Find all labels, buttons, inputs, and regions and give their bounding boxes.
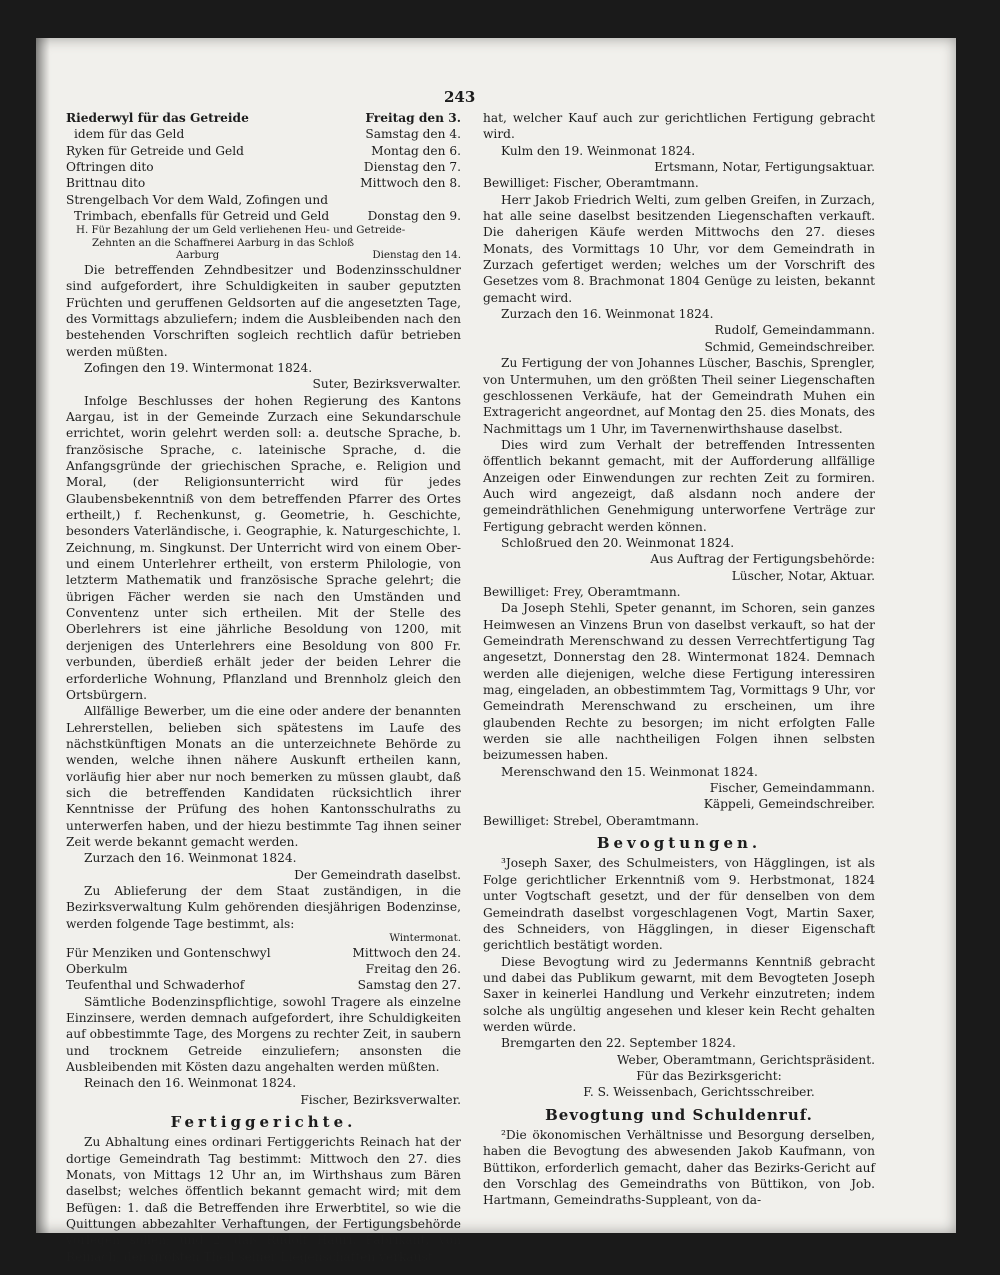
schedule-row xyxy=(66,977,461,993)
notice-signature: F. S. Weissenbach, Gerichtsschreiber. xyxy=(583,1085,815,1100)
schedule-date: Dienstag den 7. xyxy=(363,160,461,175)
schedule-place: Oftringen dito xyxy=(66,160,154,175)
notice-paragraph: Infolge Beschlusses der hohen Regierung des Kantons Aargau, ist in der Gemeinde Zurzach eine Sekundarschule errichtet, worin gelehrt werden soll: a. deutsche Sprache, b. französische Sprache, c. lateinische Sprache, d. die Anfangsgründe der griechischen Sprache, e. Religion und Moral, (der Religionsunterricht wird für jedes Glaubensbekenntniß von dem betreffenden Pfarrer des Ortes ertheilt,) f. Rechenkunst, g. Geometrie, h. Geschichte, besonders Vaterländische, i. Geographie, k. Naturgeschichte, l. Zeichnung, m. Singkunst. Der Unterricht wird von einem Ober- und einem Unterlehrer ertheilt, von ersterm Philologie, von letzterm Mathematik und französische Sprache gelehrt; die übrigen Fächer werden sie nach den Umständen und Conventenz unter sich ertheilen. Mit der Stelle des Oberlehrers ist eine jährliche Besoldung von 1200, mit derjenigen des Unterlehrers eine Besoldung von 800 Fr. verbunden, überdieß erhält jeder der beiden Lehrer die erforderliche Wohnung, Pflanzland und Brennholz gleich den Ortsbürgern. xyxy=(66,393,461,702)
schedule-place: Strengelbach Vor dem Wald, Zofingen und xyxy=(66,192,329,207)
notice-signature: Der Gemeindrath daselbst. xyxy=(294,867,461,882)
notice-signature: Fischer, Gemeindammann. xyxy=(709,781,875,796)
notice-paragraph: Sämtliche Bodenzinspflichtige, sowohl Tragere als einzelne Einzinsere, werden demnach aufgefordert, ihre Schuldigkeiten auf obbestimmte Tage, des Morgens zu rechter Zeit, in saubern und trocknem Getreide einzuliefern; ansonsten die Ausbleibenden mit Kösten dazu angehalten werden müßten. xyxy=(66,994,461,1074)
schedule-place: Für Menziken und Gontenschwyl xyxy=(66,945,271,960)
schedule-row xyxy=(66,175,461,191)
schedule-date: Donstag den 9. xyxy=(367,209,461,224)
left-column xyxy=(66,110,461,1265)
schedule-row xyxy=(66,945,461,961)
schedule-place: idem für das Geld xyxy=(74,127,185,142)
notice-dateline: Reinach den 16. Weinmonat 1824. xyxy=(84,1076,297,1091)
schedule-date: Montag den 6. xyxy=(371,143,461,158)
schedule-row xyxy=(66,110,461,126)
schedule-place: Teufenthal und Schwaderhof xyxy=(66,978,245,993)
notice-dateline: Schloßrued den 20. Weinmonat 1824. xyxy=(501,535,735,550)
schedule-date: Mittwoch den 8. xyxy=(360,176,461,191)
schedule-row xyxy=(66,126,461,142)
notice-paragraph: ³Joseph Saxer, des Schulmeisters, von Hägglingen, ist als Folge gerichtlicher Erkenntniß vom 9. Herbstmonat, 1824 unter Vogtschaft gesetzt, und der für denselben von dem Gemeindrath daselbst vorgeschlagenen Vogt, Martin Saxer, des Schneiders, von Hägglingen, in dieser Eigenschaft gerichtlich bestätigt worden. xyxy=(483,856,875,953)
right-column xyxy=(483,110,875,1209)
schedule-row xyxy=(66,961,461,977)
notice-signature: Schmid, Gemeindschreiber. xyxy=(704,339,875,354)
notice-dateline: Bremgarten den 22. September 1824. xyxy=(501,1036,736,1051)
section-heading: Fertiggerichte. xyxy=(170,1112,357,1131)
approval-line: Bewilliget: Fischer, Oberamtmann. xyxy=(483,176,699,191)
notice-signature: Suter, Bezirksverwalter. xyxy=(312,377,461,392)
schedule-date: Samstag den 27. xyxy=(357,978,461,993)
schedule-row xyxy=(66,143,461,159)
notice-dateline: Zurzach den 16. Weinmonat 1824. xyxy=(84,851,297,866)
notice-paragraph: Zu Ablieferung der dem Staat zuständigen, in die Bezirksverwaltung Kulm gehörenden diesjährigen Bodenzinse, werden folgende Tage bestimmt, als: xyxy=(66,883,461,931)
notice-paragraph: Diese Bevogtung wird zu Jedermanns Kenntniß gebracht und dabei das Publikum gewarnt, mit dem Bevogteten Joseph Saxer in keinerlei Handlung und Verkehr einzutreten; indem solche als ungültig angesehen und kleser kein Recht gehalten werden würde. xyxy=(483,954,875,1034)
notice-paragraph: hat, welcher Kauf auch zur gerichtlichen Fertigung gebracht wird. xyxy=(483,111,875,142)
schedule-place: Oberkulm xyxy=(66,961,128,976)
note-place: Aarburg xyxy=(176,249,220,262)
notice-paragraph: Dies wird zum Verhalt der betreffenden Intressenten öffentlich bekannt gemacht, mit der Aufforderung allfällige Anzeigen oder Einwendungen zur rechten Zeit zu formiren. Auch wird angezeigt, daß alsdann noch andere der gemeindräthlichen Genehmigung unterworfene Verträge zur Fertigung gebracht werden können. xyxy=(483,437,875,534)
note-line: Zehnten an die Schaffnerei Aarburg in das Schloß xyxy=(92,236,354,249)
schedule-row xyxy=(66,192,461,208)
notice-dateline: Zurzach den 16. Weinmonat 1824. xyxy=(501,307,714,322)
note-date: Dienstag den 14. xyxy=(372,249,461,262)
schedule-row xyxy=(66,159,461,175)
schedule-place: Brittnau dito xyxy=(66,176,146,191)
notice-paragraph: ²Die ökonomischen Verhältnisse und Besorgung derselben, haben die Bevogtung des abwesenden Jakob Kaufmann, von Büttikon, erforderlich gemacht, daher das Bezirks-Gericht auf den Vorschlag des Gemeindraths von Büttikon, von Job. Hartmann, Gemeindraths-Suppleant, von da- xyxy=(483,1127,875,1208)
notice-paragraph: Da Joseph Stehli, Speter genannt, im Schoren, sein ganzes Heimwesen an Vinzens Brun von daselbst verkauft, so hat der Gemeindrath Merenschwand zu dessen Verrechtfertigung Tag angesetzt, Donnerstag den 28. Wintermonat 1824. Demnach werden alle diejenigen, welche diese Fertigung interessiren mag, eingeladen, an obbestimmtem Tag, Vormittags 9 Uhr, vor Gemeindrath Merenschwand zu erscheinen, um ihre glaubenden Rechte zu besorgen; im nicht erfolgten Falle werden sie alle nachtheiligen Folgen ihnen selbsten beizumessen haben. xyxy=(483,601,875,763)
notice-signature: Käppeli, Gemeindschreiber. xyxy=(703,797,875,812)
notice-signature: Fischer, Bezirksverwalter. xyxy=(300,1092,461,1107)
page-binding-shadow xyxy=(36,38,50,1233)
notice-paragraph: Allfällige Bewerber, um die eine oder andere der benannten Lehrerstellen, belieben sich spätestens im Laufe des nächstkünftigen Monats an die unterzeichnete Behörde zu wenden, welche ihnen nähere Auskunft ertheilen kann, vorläufig hier aber nur noch bemerken zu müssen glaubt, daß sich die betreffenden Kandidaten rücksichtlich ihrer Kenntnisse der Prüfung des hohen Kantonsschulraths zu unterwerfen haben, und der hiezu bestimmte Tag ihnen seiner Zeit werde bekannt gemacht werden. xyxy=(66,704,461,849)
notice-dateline: Zofingen den 19. Wintermonat 1824. xyxy=(84,360,313,375)
approval-line: Bewilliget: Frey, Oberamtmann. xyxy=(483,584,681,599)
notice-paragraph: Zu Fertigung der von Johannes Lüscher, Baschis, Sprengler, von Untermuhen, um den größten Theil seiner Liegenschaften geschlossenen Verkäufe, hat der Gemeindrath Muhen ein Extragericht angeordnet, auf Montag den 25. dies Monats, des Nachmittags um 1 Uhr, im Tavernenwirthshause daselbst. xyxy=(483,356,875,436)
notice-dateline: Kulm den 19. Weinmonat 1824. xyxy=(501,143,696,158)
schedule-place: Ryken für Getreide und Geld xyxy=(66,143,244,158)
notice-signature: Ertsmann, Notar, Fertigungsaktuar. xyxy=(654,160,875,175)
notice-paragraph: Die betreffenden Zehndbesitzer und Bodenzinsschuldner sind aufgefordert, ihre Schuldigkeiten in sauber geputzten Früchten und geruffenen Geldsorten auf die angesetzten Tage, des Vormittags abzuliefern; indem die Ausbleibenden nach den bestehenden Vorschriften sogleich rechtlich dafür betrieben werden müßten. xyxy=(66,262,461,359)
notice-signature: Rudolf, Gemeindammann. xyxy=(714,323,875,338)
schedule-date: Mittwoch den 24. xyxy=(352,945,461,960)
schedule-date: Samstag den 4. xyxy=(365,127,461,142)
schedule-place: Trimbach, ebenfalls für Getreid und Geld xyxy=(74,209,330,224)
notice-signature: Aus Auftrag der Fertigungsbehörde: xyxy=(650,552,875,567)
notice-paragraph: Zu Abhaltung eines ordinari Fertiggerichts Reinach hat der dortige Gemeindrath Tag bestimmt: Mittwoch den 27. dies Monats, von Mittags 12 Uhr an, im Wirthshaus zum Bären daselbst; welches öffentlich bekannt gemacht wird; mit dem Befügen: 1. daß die Betreffenden ihre Erwerbtitel, so wie die Quittungen abbezahlter Verhaftungen, der Fertigungsbehörde vorlegen sollen; und 2. daß Rudolf Hauri, Fabrikant, von Reinach, den größten Theil seiner Liegenschaften verkaust xyxy=(66,1135,461,1264)
notice-dateline: Merenschwand den 15. Weinmonat 1824. xyxy=(501,764,758,779)
section-heading: Bevogtung und Schuldenruf. xyxy=(545,1105,813,1124)
newspaper-page xyxy=(36,38,956,1264)
page-number: 243 xyxy=(444,88,476,106)
schedule-place: Riederwyl für das Getreide xyxy=(66,111,249,125)
notice-paragraph: Herr Jakob Friedrich Welti, zum gelben Greifen, in Zurzach, hat alle seine daselbst besitzenden Liegenschaften verkauft. Die daherigen Käufe werden Mittwochs den 27. dieses Monats, des Vormittags 10 Uhr, vor dem Gemeindrath in Zurzach gefertiget werden; welches um der Vorschrift des Gesetzes vom 8. Brachmonat 1804 Genüge zu leisten, bekannt gemacht wird. xyxy=(483,192,875,305)
approval-line: Bewilliget: Strebel, Oberamtmann. xyxy=(483,813,699,828)
month-label: Wintermonat. xyxy=(389,932,461,944)
schedule-date: Freitag den 3. xyxy=(365,111,461,125)
notice-signature: Weber, Oberamtmann, Gerichtspräsident. xyxy=(617,1052,875,1067)
note-line xyxy=(66,249,461,262)
schedule-date: Freitag den 26. xyxy=(365,961,461,976)
notice-signature: Für das Bezirksgericht: xyxy=(636,1068,782,1083)
notice-signature: Lüscher, Notar, Aktuar. xyxy=(731,568,875,583)
note-line: H. Für Bezahlung der um Geld verliehenen Heu- und Getreide- xyxy=(76,224,406,237)
schedule-row xyxy=(66,208,461,224)
section-heading: Bevogtungen. xyxy=(596,834,762,853)
